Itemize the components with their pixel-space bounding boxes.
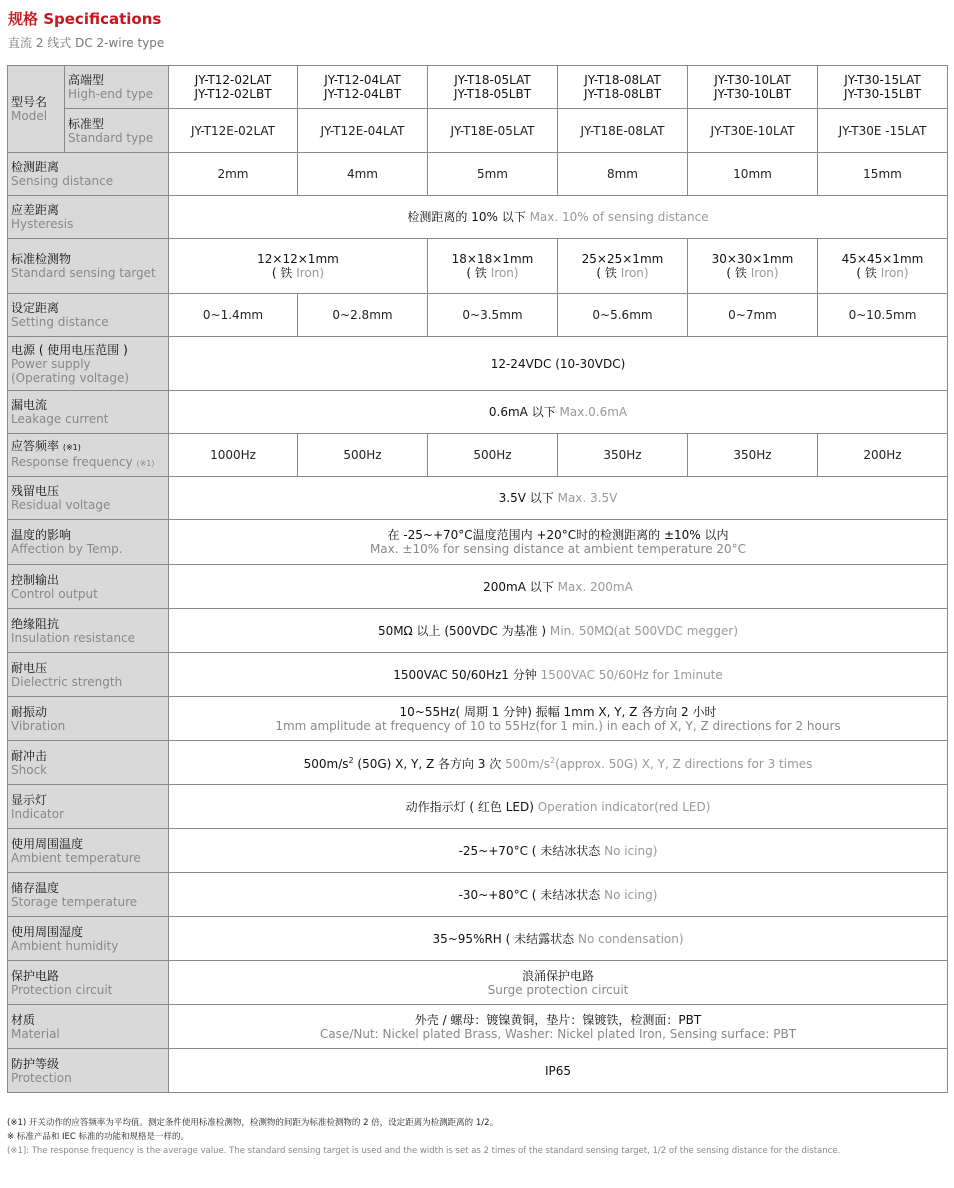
table-cell: 10mm bbox=[688, 153, 818, 196]
model-cell: JY-T12E-02LAT bbox=[169, 109, 298, 153]
vibration-label: 耐振动 Vibration bbox=[8, 697, 169, 741]
control-output-value: 200mA 以下 Max. 200mA bbox=[169, 565, 948, 609]
high-end-label: 高端型 High-end type bbox=[65, 66, 169, 109]
table-cell: 30×30×1mm ( 铁 Iron) bbox=[688, 239, 818, 294]
residual-voltage-label: 残留电压 Residual voltage bbox=[8, 477, 169, 520]
table-row bbox=[8, 1005, 948, 1049]
insulation-resistance-label: 绝缘阻抗 Insulation resistance bbox=[8, 609, 169, 653]
table-row bbox=[8, 337, 948, 391]
footnote-standard: ※ 标准产品和 IEC 标准的功能和规格是一样的。 bbox=[7, 1132, 190, 1142]
dielectric-strength-label: 耐电压 Dielectric strength bbox=[8, 653, 169, 697]
table-row bbox=[8, 873, 948, 917]
indicator-label: 显示灯 Indicator bbox=[8, 785, 169, 829]
protection-value: IP65 bbox=[169, 1049, 948, 1093]
table-cell: 0~5.6mm bbox=[558, 294, 688, 337]
power-supply-label: 电源 ( 使用电压范围 ) Power supply (Operating voltage) bbox=[8, 337, 169, 391]
temp-affection-label: 温度的影响 Affection by Temp. bbox=[8, 520, 169, 565]
table-row bbox=[8, 520, 948, 565]
table-cell: 0~2.8mm bbox=[298, 294, 428, 337]
material-value: 外壳 / 螺母：镀镍黄铜，垫片：镍镀铁，检测面：PBT Case/Nut: Nickel plated Brass, Washer: Nickel plated Iron, Sensing surface: PBT bbox=[169, 1005, 948, 1049]
page-subtitle: 直流 2 线式 DC 2-wire type bbox=[8, 36, 165, 50]
model-cell: JY-T18-08LAT JY-T18-08LBT bbox=[558, 66, 688, 109]
response-frequency-label: 应答频率 (※1) Response frequency (※1) bbox=[8, 434, 169, 477]
table-row bbox=[8, 697, 948, 741]
table-cell: 1000Hz bbox=[169, 434, 298, 477]
table-row bbox=[8, 434, 948, 477]
material-label: 材质 Material bbox=[8, 1005, 169, 1049]
storage-temperature-value: -30~+80°C ( 未结冰状态 No icing) bbox=[169, 873, 948, 917]
table-row bbox=[8, 391, 948, 434]
indicator-value: 动作指示灯 ( 红色 LED) Operation indicator(red LED) bbox=[169, 785, 948, 829]
table-cell: 25×25×1mm ( 铁 Iron) bbox=[558, 239, 688, 294]
shock-label: 耐冲击 Shock bbox=[8, 741, 169, 785]
table-row bbox=[8, 829, 948, 873]
protection-circuit-label: 保护电路 Protection circuit bbox=[8, 961, 169, 1005]
leakage-current-label: 漏电流 Leakage current bbox=[8, 391, 169, 434]
table-row bbox=[8, 653, 948, 697]
power-supply-value: 12-24VDC (10-30VDC) bbox=[169, 337, 948, 391]
table-cell: 2mm bbox=[169, 153, 298, 196]
leakage-current-value: 0.6mA 以下 Max.0.6mA bbox=[169, 391, 948, 434]
table-row bbox=[8, 153, 948, 196]
ambient-temperature-label: 使用周围温度 Ambient temperature bbox=[8, 829, 169, 873]
model-cell: JY-T12E-04LAT bbox=[298, 109, 428, 153]
table-cell: 4mm bbox=[298, 153, 428, 196]
model-label: 型号名 Model bbox=[8, 66, 65, 153]
table-row bbox=[8, 66, 948, 109]
table-cell: 18×18×1mm ( 铁 Iron) bbox=[428, 239, 558, 294]
shock-value: $500m/s^2$ (50G) X, Y, Z 各方向 3 次 $500m/s^2(approx$. 50G) X, Y, Z directions for 3 times bbox=[169, 741, 948, 785]
table-cell: 200Hz bbox=[818, 434, 948, 477]
hysteresis-label: 应差距离 Hysteresis bbox=[8, 196, 169, 239]
table-cell: 350Hz bbox=[558, 434, 688, 477]
table-row bbox=[8, 477, 948, 520]
dielectric-strength-value: 1500VAC 50/60Hz1 分钟 1500VAC 50/60Hz for 1minute bbox=[169, 653, 948, 697]
table-cell: 500Hz bbox=[298, 434, 428, 477]
model-cell: JY-T18-05LAT JY-T18-05LBT bbox=[428, 66, 558, 109]
table-row bbox=[8, 609, 948, 653]
insulation-resistance-value: 50MΩ 以上 (500VDC 为基准 ) Min. 50MΩ(at 500VDC megger) bbox=[169, 609, 948, 653]
table-row bbox=[8, 917, 948, 961]
protection-circuit-value: 浪涌保护电路 Surge protection circuit bbox=[169, 961, 948, 1005]
ambient-humidity-value: 35~95%RH ( 未结露状态 No condensation) bbox=[169, 917, 948, 961]
table-cell: 0~3.5mm bbox=[428, 294, 558, 337]
model-cell: JY-T30-15LAT JY-T30-15LBT bbox=[818, 66, 948, 109]
sensing-distance-label: 检测距离 Sensing distance bbox=[8, 153, 169, 196]
table-row bbox=[8, 1049, 948, 1093]
hysteresis-value: 检测距离的 10% 以下 Max. 10% of sensing distance bbox=[169, 196, 948, 239]
footnote-cn: (※1) 开关动作的应答频率为平均值。测定条件使用标准检测物，检测物的间距为标准检测物的 2 倍，设定距离为检测距离的 1/2。 bbox=[7, 1118, 499, 1128]
footnote-en: (※1]: The response frequency is the average value. The standard sensing target is used and the width is set as 2 times of the standard sensing target, 1/2 of the sensing distance for the distance. bbox=[7, 1146, 841, 1156]
model-cell: JY-T18E-05LAT bbox=[428, 109, 558, 153]
model-cell: JY-T18E-08LAT bbox=[558, 109, 688, 153]
spec-table bbox=[7, 65, 948, 1093]
table-cell: 45×45×1mm ( 铁 Iron) bbox=[818, 239, 948, 294]
ambient-temperature-value: -25~+70°C ( 未结冰状态 No icing) bbox=[169, 829, 948, 873]
model-cell: JY-T30E-10LAT bbox=[688, 109, 818, 153]
model-cell: JY-T30E -15LAT bbox=[818, 109, 948, 153]
model-cell: JY-T12-02LAT JY-T12-02LBT bbox=[169, 66, 298, 109]
table-row bbox=[8, 741, 948, 785]
table-cell: 500Hz bbox=[428, 434, 558, 477]
table-row bbox=[8, 196, 948, 239]
table-cell: 0~1.4mm bbox=[169, 294, 298, 337]
model-cell: JY-T30-10LAT JY-T30-10LBT bbox=[688, 66, 818, 109]
storage-temperature-label: 储存温度 Storage temperature bbox=[8, 873, 169, 917]
protection-label: 防护等级 Protection bbox=[8, 1049, 169, 1093]
model-cell: JY-T12-04LAT JY-T12-04LBT bbox=[298, 66, 428, 109]
sensing-target-label: 标准检测物 Standard sensing target bbox=[8, 239, 169, 294]
page-title: 规格 Specifications bbox=[8, 10, 162, 28]
table-cell: 12×12×1mm ( 铁 Iron) bbox=[169, 239, 428, 294]
table-cell: 5mm bbox=[428, 153, 558, 196]
temp-affection-value: 在 -25~+70°C温度范围内 +20°C时的检测距离的 ±10% 以内 Max. ±10% for sensing distance at ambient temperature 20°C bbox=[169, 520, 948, 565]
control-output-label: 控制输出 Control output bbox=[8, 565, 169, 609]
setting-distance-label: 设定距离 Setting distance bbox=[8, 294, 169, 337]
footnotes bbox=[7, 1116, 949, 1158]
ambient-humidity-label: 使用周围湿度 Ambient humidity bbox=[8, 917, 169, 961]
vibration-value: 10~55Hz( 周期 1 分钟) 振幅 1mm X, Y, Z 各方向 2 小时 1mm amplitude at frequency of 10 to 55Hz(for 1 min.) in each of X, Y, Z directions for 2 hours bbox=[169, 697, 948, 741]
table-row bbox=[8, 785, 948, 829]
table-row bbox=[8, 109, 948, 153]
table-cell: 15mm bbox=[818, 153, 948, 196]
table-row bbox=[8, 239, 948, 294]
table-row bbox=[8, 565, 948, 609]
table-cell: 350Hz bbox=[688, 434, 818, 477]
table-row bbox=[8, 961, 948, 1005]
standard-label: 标准型 Standard type bbox=[65, 109, 169, 153]
table-cell: 0~10.5mm bbox=[818, 294, 948, 337]
residual-voltage-value: 3.5V 以下 Max. 3.5V bbox=[169, 477, 948, 520]
table-cell: 8mm bbox=[558, 153, 688, 196]
table-cell: 0~7mm bbox=[688, 294, 818, 337]
table-row bbox=[8, 294, 948, 337]
